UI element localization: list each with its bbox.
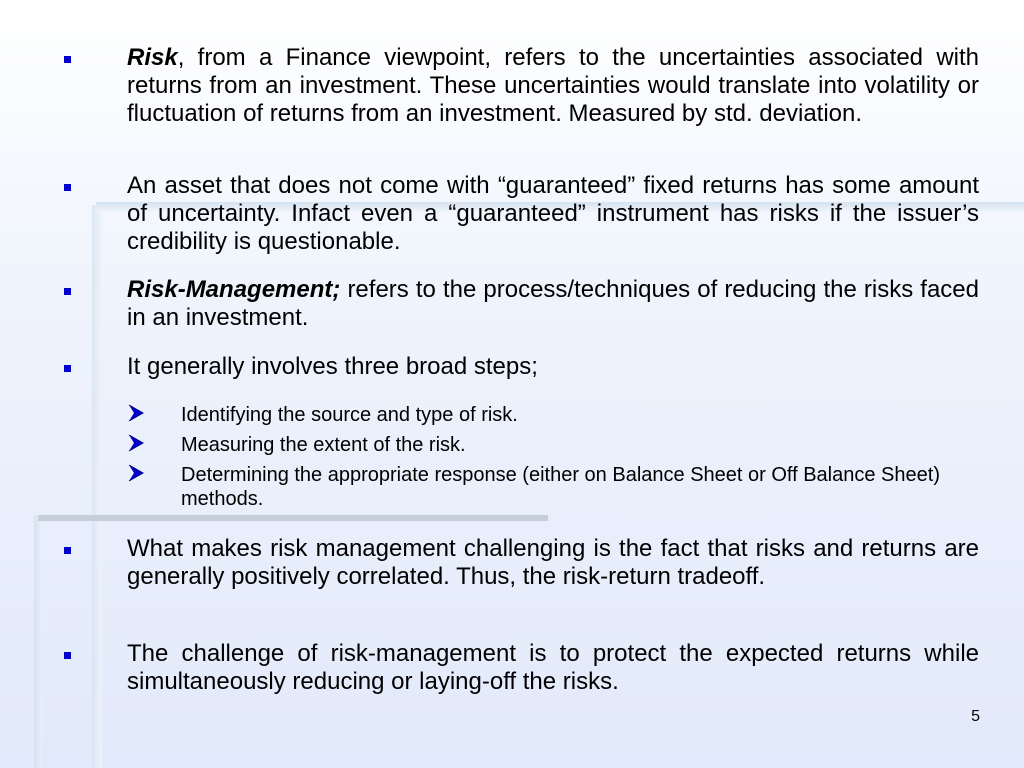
- square-bullet-icon: [64, 288, 71, 295]
- bullet-text: [127, 276, 979, 332]
- decorative-horizontal-line: [38, 515, 548, 521]
- step-text: Measuring the extent of the risk.: [181, 434, 466, 456]
- arrow-bullet-icon: [128, 434, 144, 452]
- square-bullet-icon: [64, 184, 71, 191]
- page-number: 5: [971, 708, 980, 725]
- arrow-bullet-icon: [128, 404, 144, 422]
- square-bullet-icon: [64, 652, 71, 659]
- arrow-bullet-icon: [128, 464, 144, 482]
- bullet-text: An asset that does not come with “guaranteed” fixed returns has some amount of uncertainty. Infact even a “guaranteed” instrument has risks if the issuer’s credibility is questionable.: [127, 172, 979, 255]
- square-bullet-icon: [64, 56, 71, 63]
- step-text: Determining the appropriate response (either on Balance Sheet or Off Balance Sheet) methods.: [181, 464, 940, 510]
- bullet-text: What makes risk management challenging is the fact that risks and returns are generally positively correlated. Thus, the risk-return tradeoff.: [127, 535, 979, 590]
- decorative-vertical-bar-lower: [34, 515, 42, 768]
- square-bullet-icon: [64, 547, 71, 554]
- bullet-body: , from a Finance viewpoint, refers to the uncertainties associated with returns from an investment. These uncertainties would translate into volatility or fluctuation of returns from an investment. Measured by std. deviation.: [127, 44, 979, 127]
- bullet-lead-term: Risk: [127, 44, 178, 71]
- bullet-body: refers to the process/techniques of reducing the risks faced in an investment.: [127, 276, 979, 331]
- bullet-text: [127, 44, 979, 128]
- decorative-vertical-bar: [92, 205, 102, 768]
- bullet-text: It generally involves three broad steps;: [127, 353, 538, 380]
- square-bullet-icon: [64, 365, 71, 372]
- step-text: Identifying the source and type of risk.: [181, 404, 518, 426]
- bullet-text: The challenge of risk-management is to protect the expected returns while simultaneously reducing or laying-off the risks.: [127, 640, 979, 695]
- bullet-lead-term: Risk-Management;: [127, 276, 341, 303]
